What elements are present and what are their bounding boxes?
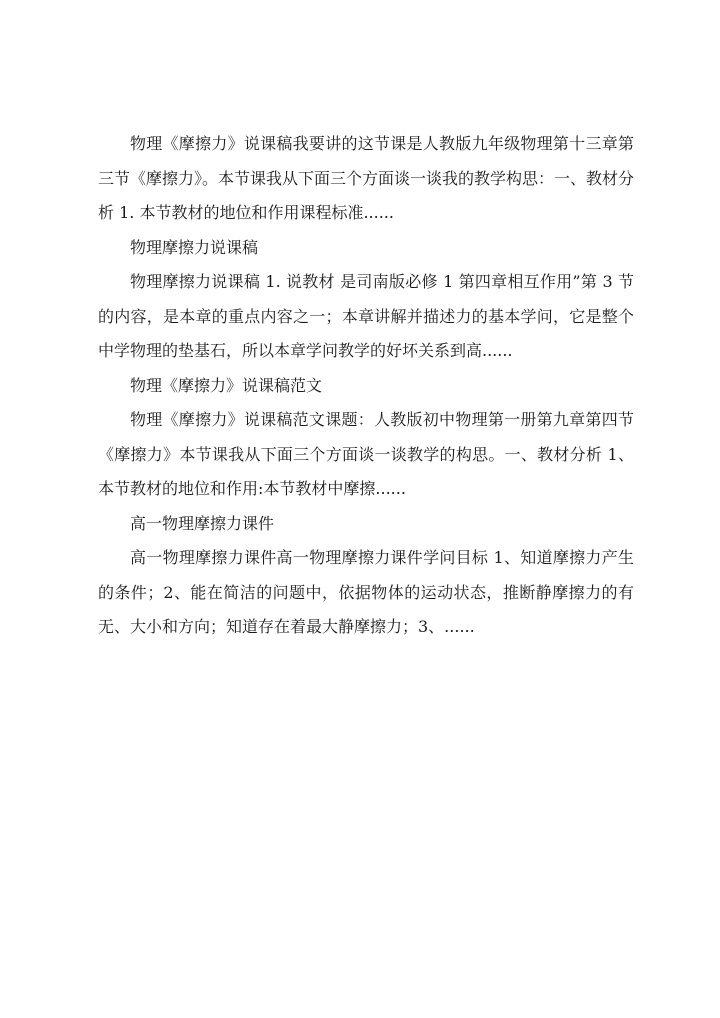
section-heading: 物理《摩擦力》说课稿范文 xyxy=(130,375,323,395)
document-body xyxy=(98,127,634,645)
section-heading: 高一物理摩擦力课件 xyxy=(130,513,275,533)
section-paragraph: 高一物理摩擦力课件高一物理摩擦力课件学问目标 1、知道摩擦力产生的条件；2、能在简洁的问题中，依据物体的运动状态，推断静摩擦力的有无、大小和方向；知道存在着最大静摩擦力；3、...... xyxy=(98,548,634,636)
intro-paragraph: 物理《摩擦力》说课稿我要讲的这节课是人教版九年级物理第十三章第三节《摩擦力》。本节课我从下面三个方面谈一谈我的教学构思：一、教材分析 1. 本节教材的地位和作用课程标准...... xyxy=(98,134,635,222)
section-paragraph: 物理摩擦力说课稿 1. 说教材 是司南版必修 1 第四章相互作用”第 3 节的内容，是本章的重点内容之一；本章讲解并描述力的基本学问，它是整个中学物理的垫基石，所以本章学问教学的好坏关系到高...... xyxy=(98,272,634,360)
section-paragraph: 物理《摩擦力》说课稿范文课题：人教版初中物理第一册第九章第四节《摩擦力》本节课我从下面三个方面谈一谈教学的构思。一、教材分析 1、本节教材的地位和作用:本节教材中摩擦...... xyxy=(98,410,634,498)
section-heading: 物理摩擦力说课稿 xyxy=(130,237,259,257)
